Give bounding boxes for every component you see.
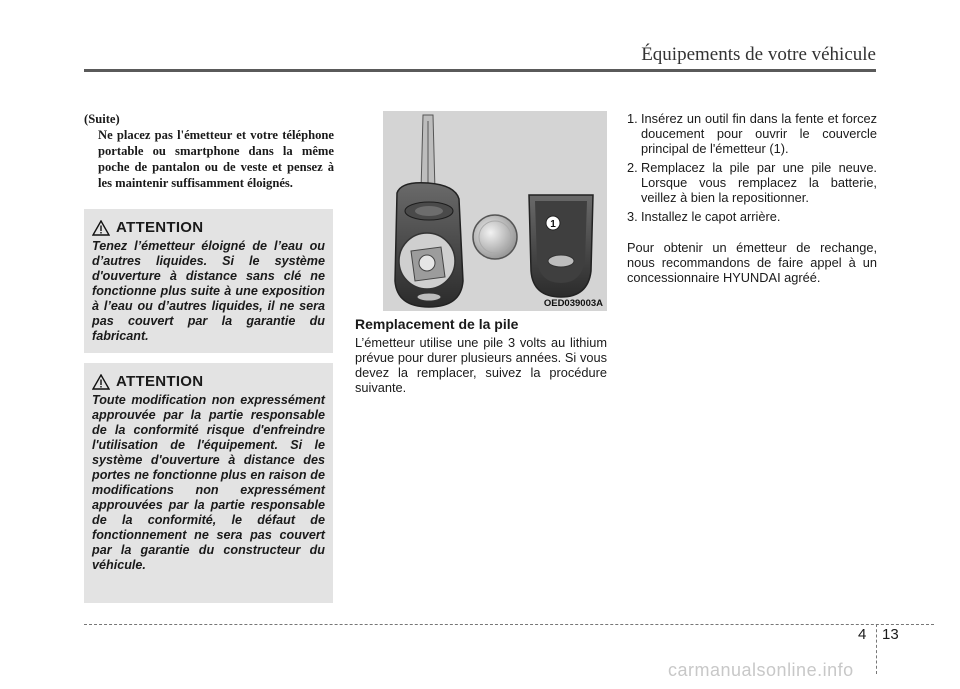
page-number: 13 — [882, 626, 899, 643]
warning-triangle-icon — [92, 220, 110, 236]
list-item — [627, 209, 877, 224]
warning-title: ATTENTION — [116, 373, 204, 390]
list-item — [627, 111, 877, 156]
header-rule — [84, 69, 876, 72]
warning-box-modification — [84, 363, 333, 603]
page-number-divider — [876, 624, 877, 674]
footer-rule — [84, 624, 934, 625]
section-title: Remplacement de la pile — [355, 316, 519, 332]
key-fob-drawing — [383, 111, 607, 311]
step-text: Remplacez la pile par une pile neuve. Lorsque vous remplacez la batterie, veillez à bien la repositionner. — [641, 160, 877, 205]
chapter-number: 4 — [858, 626, 867, 643]
warning-header — [92, 219, 325, 236]
continued-text-block — [84, 111, 334, 191]
warning-text: Toute modification non expressément approuvée par la partie responsable de la conformité risque d'enfreindre l'utilisation de l'équipement. Si le système d'ouverture à distance des portes ne fonctionne plus en raison de modifications non expressément approuvées par la partie responsable de la conformité, le défaut de fonctionnement ne sera pas couvert par la garantie du constructeur du véhicule. — [92, 393, 325, 572]
step-text: Installez le capot arrière. — [641, 209, 781, 224]
step-number: 3. — [627, 209, 638, 224]
suite-body: Ne placez pas l'émetteur et votre téléphone portable ou smartphone dans la même poche de pantalon ou de veste et pensez à les maintenir suffisamment éloignés. — [98, 128, 334, 190]
warning-box-water — [84, 209, 333, 353]
replacement-note: Pour obtenir un émetteur de rechange, nous recommandons de faire appel à un concessionnaire HYUNDAI agréé. — [627, 240, 877, 285]
list-item — [627, 160, 877, 205]
remote-key-battery-illustration — [383, 111, 607, 311]
figure-code: OED039003A — [543, 298, 603, 309]
step-text: Insérez un outil fin dans la fente et forcez doucement pour ouvrir le couvercle principal de l'émetteur (1). — [641, 111, 877, 156]
procedure-steps — [627, 111, 877, 228]
page-header-title: Équipements de votre véhicule — [641, 44, 876, 65]
step-number: 2. — [627, 160, 638, 175]
warning-text: Tenez l’émetteur éloigné de l’eau ou d’autres liquides. Si le système d'ouverture à distance sans clé ne fonctionne plus suite à une exposition à l’eau ou d’autres liquides, il ne sera pas couvert par la garantie du fabricant. — [92, 239, 325, 343]
step-number: 1. — [627, 111, 638, 126]
suite-label: (Suite) — [84, 112, 120, 126]
section-body: L’émetteur utilise une pile 3 volts au lithium prévue pour durer plusieurs années. Si vous devez la remplacer, suivez la procédure suivante. — [355, 335, 607, 395]
warning-header — [92, 373, 325, 390]
watermark: carmanualsonline.info — [668, 660, 854, 680]
callout-number: 1 — [550, 219, 556, 230]
warning-title: ATTENTION — [116, 219, 204, 236]
warning-triangle-icon — [92, 374, 110, 390]
